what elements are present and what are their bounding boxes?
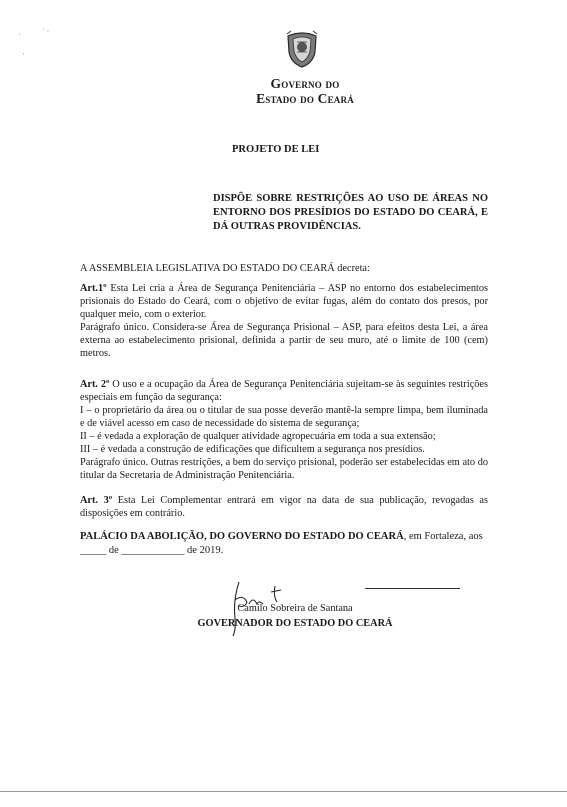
closing-statement [80,530,488,558]
preamble-text: A ASSEMBLEIA LEGISLATIVA DO ESTADO DO CEARÁ decreta: [80,263,370,274]
gov-line-1: Governo do [270,76,340,91]
article-1-label: Art.1º [80,283,107,294]
article-2 [80,378,488,482]
scan-speck: · [18,30,21,39]
scan-speck: · [22,50,25,59]
closing-date-line: , em Fortaleza, aos _____ de ____________ de 2019. [80,531,483,556]
signature-line [365,588,460,589]
article-2-label: Art. 2º [80,379,110,390]
article-3-text: Esta Lei Complementar entrará em vigor na data de sua publicação, revogadas as disposições em contrário. [80,495,488,519]
article-2-item-2: II – é vedada a exploração de qualquer atividade agropecuária em toda a sua extensão; [80,431,436,442]
gov-line-2: Estado do Ceará [256,91,354,106]
article-1-body [80,282,488,321]
article-2-item-3: III – é vedada a construção de edificações que dificultem a segurança nos presídios. [80,444,425,455]
article-2-paragraph: Parágrafo único. Outras restrições, a bem do serviço prisional, poderão ser estabelecidas em ato do titular da Secretaria de Administração Penitenciária. [80,457,488,481]
scan-speck: ˙ · [42,27,50,36]
article-1-paragraph: Parágrafo único. Considera-se Área de Segurança Prisional – ASP, para efeitos desta Lei, a área externa ao estabelecimento prisional, definida a partir de seu muro, até o limite de 100 (cem) metros. [80,322,488,359]
government-header [220,76,390,106]
article-1 [80,282,488,360]
ementa: DISPÕE SOBRE RESTRIÇÕES AO USO DE ÁREAS NO ENTORNO DOS PRESÍDIOS DO ESTADO DO CEARÁ, E DÁ OUTRAS PROVIDÊNCIAS. [213,193,488,232]
document-title: PROJETO DE LEI [232,144,320,155]
preamble [80,262,488,275]
palace-name: PALÁCIO DA ABOLIÇÃO, DO GOVERNO DO ESTADO DO CEARÁ [80,531,404,542]
article-3 [80,494,488,520]
article-1-text: Esta Lei cria a Área de Segurança Penitenciária – ASP no entorno dos estabelecimentos prisionais do Estado do Ceará, com o objetivo de evitar fugas, além do contato dos presos, por qualquer meio, com o exterior. [80,283,488,320]
article-2-text: O uso e a ocupação da Área de Segurança Penitenciária sujeitam-se às seguintes restrições especiais em função da segurança: [80,379,488,403]
article-3-body [80,494,488,520]
article-3-label: Art. 3º [80,495,113,506]
state-coat-of-arms-seal-icon [285,30,319,68]
signer-name: Camilo Sobreira de Santana [237,603,353,614]
page-bottom-edge [0,791,567,792]
article-2-body [80,378,488,404]
signer-role: GOVERNADOR DO ESTADO DO CEARÁ [197,618,393,629]
article-2-item-1: I – o proprietário da área ou o titular de sua posse deverão mantê-la sempre limpa, bem iluminada e de viável acesso em caso de necessidade do sistema de segurança; [80,405,488,429]
